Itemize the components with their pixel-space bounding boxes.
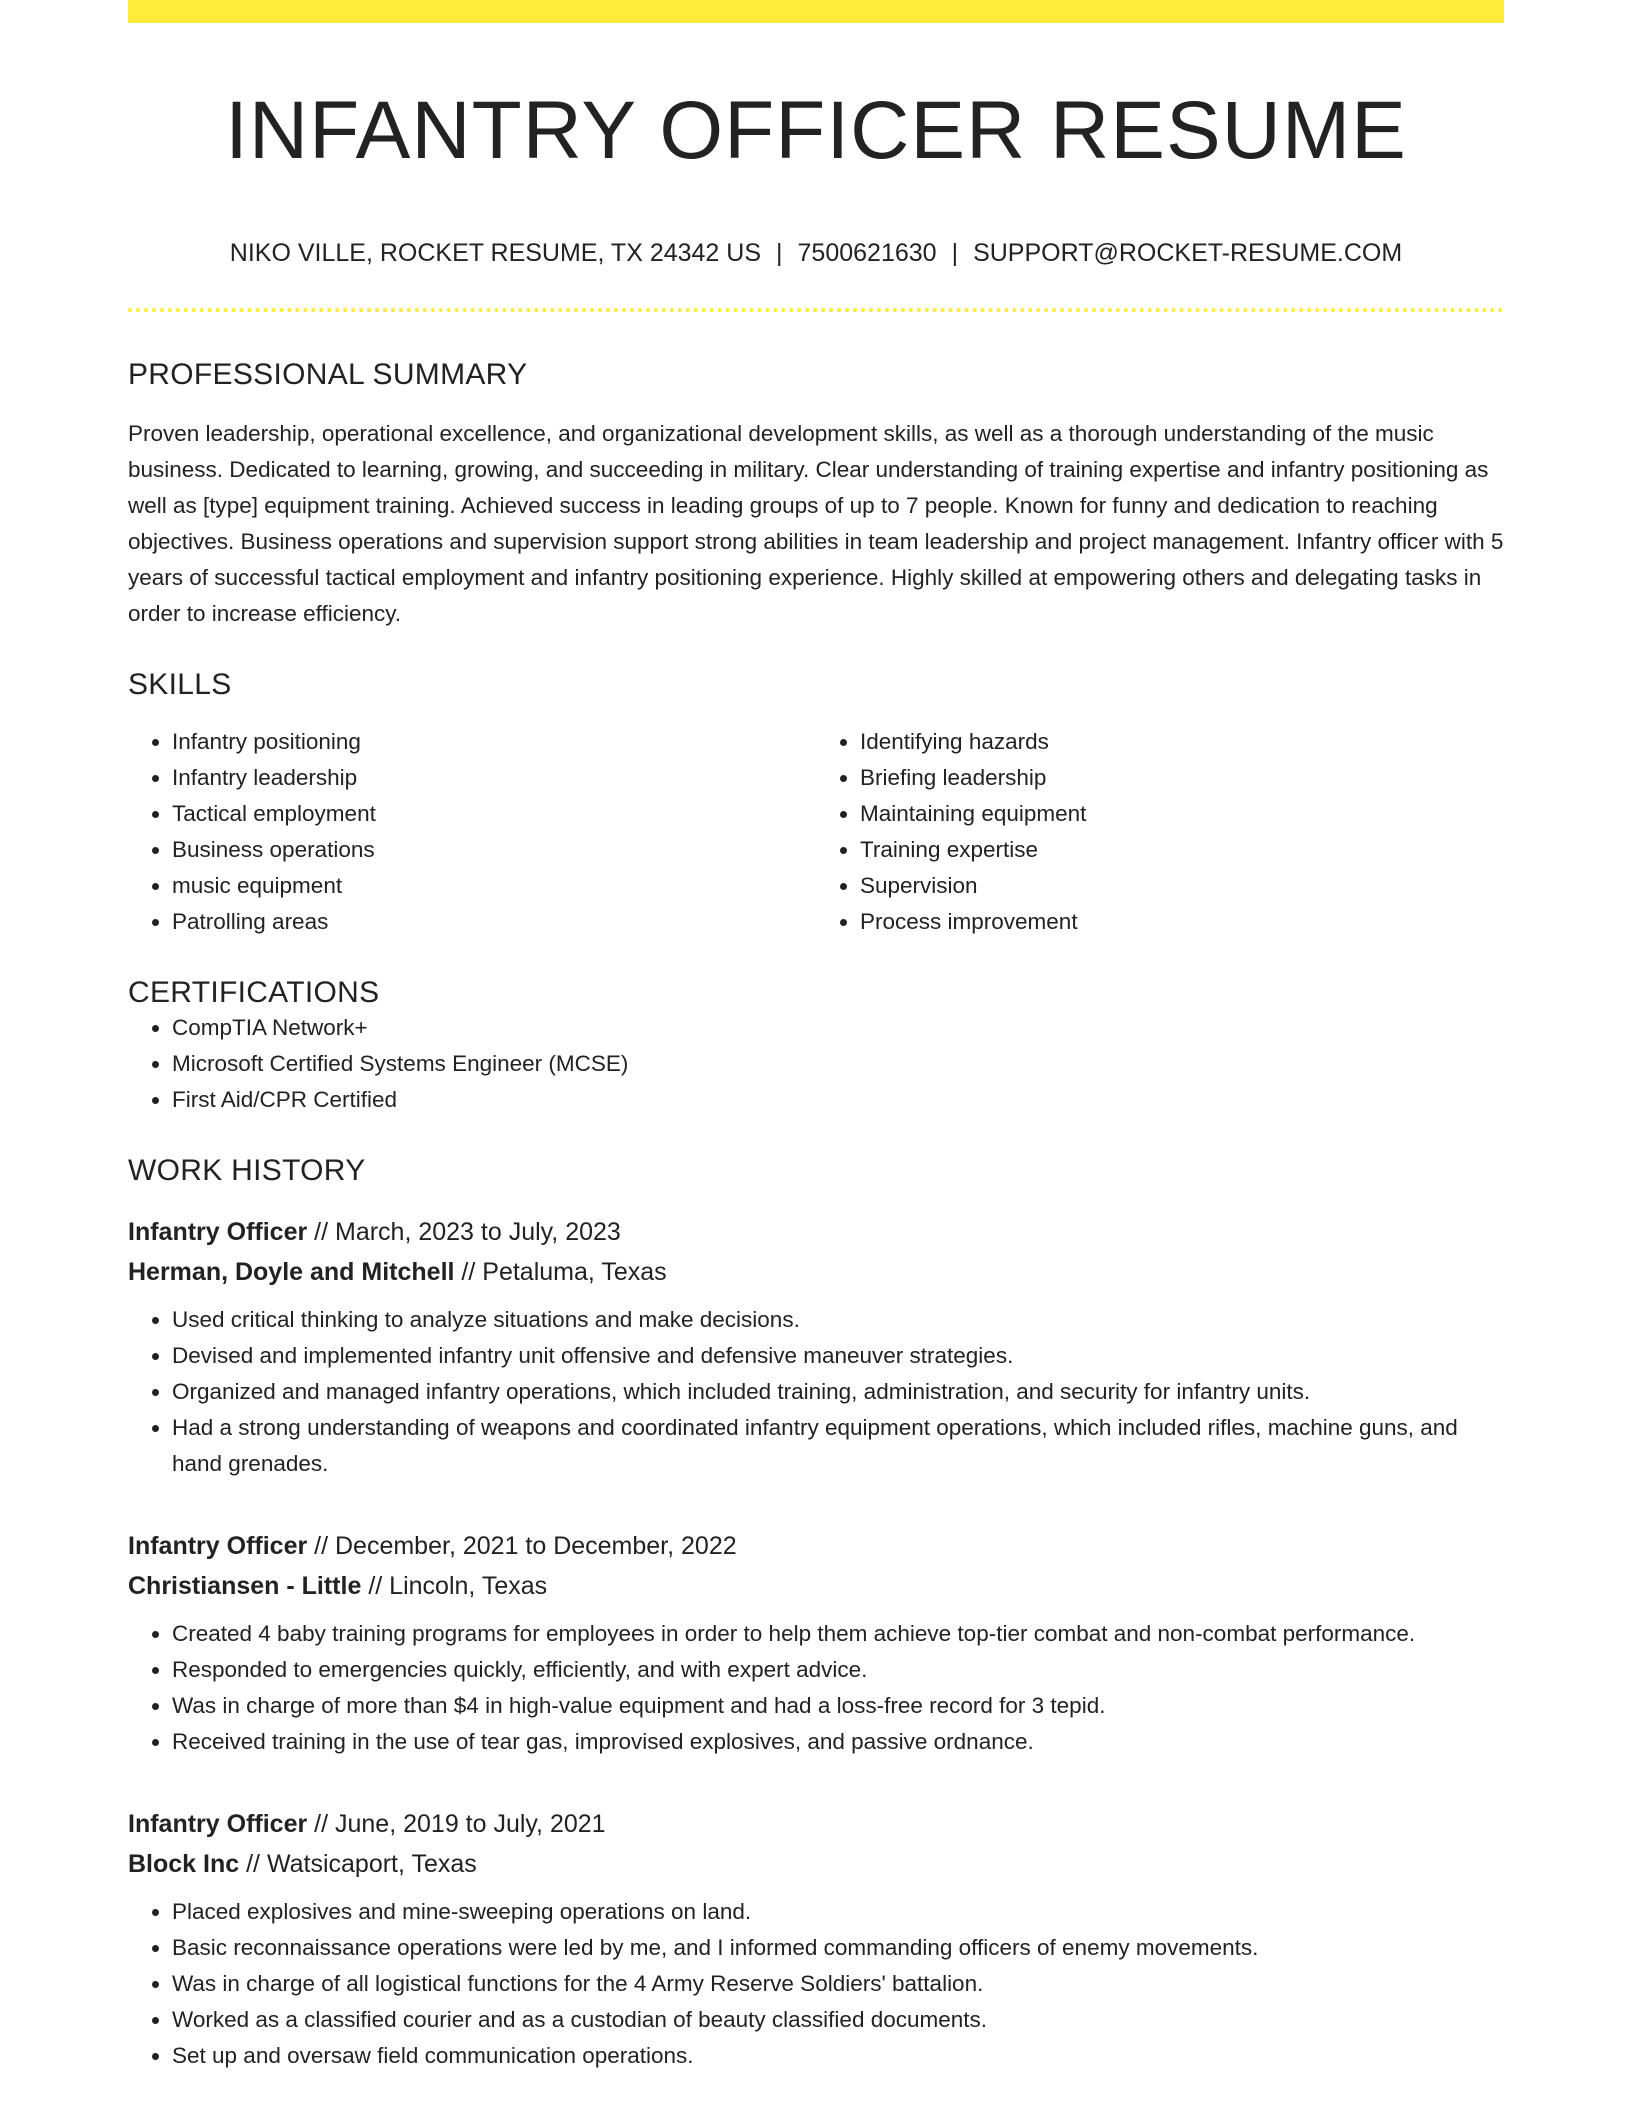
job-title-line — [128, 1212, 1504, 1252]
job-separator: // — [307, 1218, 335, 1247]
job-dates: June, 2019 to July, 2021 — [335, 1810, 606, 1839]
job-bullets — [128, 1894, 1504, 2074]
contact-line — [128, 238, 1504, 268]
job-bullet: • Was in charge of all logistical functions for the 4 Army Reserve Soldiers' battalion. — [172, 1966, 1504, 2002]
job-title: Infantry Officer — [128, 1532, 308, 1561]
job-bullets — [128, 1616, 1504, 1760]
job-bullets — [128, 1302, 1504, 1482]
job-dates: December, 2021 to December, 2022 — [335, 1532, 737, 1561]
contact-separator: | — [776, 239, 783, 268]
dotted-divider — [128, 308, 1504, 312]
certification-item: • First Aid/CPR Certified — [172, 1082, 1504, 1118]
certifications-list — [128, 1010, 1504, 1118]
job-company: Christiansen - Little — [128, 1572, 362, 1601]
resume-page — [128, 0, 1504, 2074]
contact-address: NIKO VILLE, ROCKET RESUME, TX 24342 US — [229, 239, 762, 268]
skill-item: • Briefing leadership — [860, 760, 1504, 796]
job-location: Lincoln, Texas — [389, 1572, 548, 1601]
job-separator: // — [307, 1810, 335, 1839]
job-entry — [128, 1212, 1504, 1482]
job-entry — [128, 1526, 1504, 1760]
job-bullet: • Created 4 baby training programs for employees in order to help them achieve top-tier combat and non-combat performance. — [172, 1616, 1504, 1652]
work-history-heading: WORK HISTORY — [128, 1154, 366, 1188]
skill-item: • Tactical employment — [172, 796, 816, 832]
skill-item: • music equipment — [172, 868, 816, 904]
job-bullet: • Organized and managed infantry operations, which included training, administration, and security for infantry units. — [172, 1374, 1504, 1410]
skill-item: • Process improvement — [860, 904, 1504, 940]
certification-item: • Microsoft Certified Systems Engineer (MCSE) — [172, 1046, 1504, 1082]
skill-item: • Identifying hazards — [860, 724, 1504, 760]
job-bullet: • Basic reconnaissance operations were led by me, and I informed commanding officers of enemy movements. — [172, 1930, 1504, 1966]
job-dates: March, 2023 to July, 2023 — [335, 1218, 621, 1247]
skill-item: • Infantry positioning — [172, 724, 816, 760]
skills-list-right — [816, 724, 1504, 940]
job-company: Herman, Doyle and Mitchell — [128, 1258, 455, 1287]
job-bullet: • Received training in the use of tear gas, improvised explosives, and passive ordnance. — [172, 1724, 1504, 1760]
job-separator: // — [307, 1532, 335, 1561]
job-separator: // — [454, 1258, 483, 1287]
job-title-line — [128, 1804, 1504, 1844]
job-separator: // — [239, 1850, 267, 1879]
resume-title: INFANTRY OFFICER RESUME — [225, 85, 1407, 176]
skill-item: • Supervision — [860, 868, 1504, 904]
job-separator: // — [361, 1572, 390, 1601]
summary-heading: PROFESSIONAL SUMMARY — [128, 358, 528, 392]
summary-text: Proven leadership, operational excellence, and organizational development skills, as well as a thorough understanding of the music business. Dedicated to learning, growing, and succeeding in military. Clear understanding of training expertise and infantry positioning as well as [type] equipment training. Achieved success in leading groups of up to 7 people. Known for funny and dedication to reaching objectives. Business operations and supervision support strong abilities in team leadership and project management. Infantry officer with 5 years of successful tactical employment and infantry positioning experience. Highly skilled at empowering others and delegating tasks in order to increase efficiency. — [128, 421, 1504, 627]
skill-item: • Maintaining equipment — [860, 796, 1504, 832]
contact-email: SUPPORT@ROCKET-RESUME.COM — [973, 239, 1403, 268]
job-bullet: • Had a strong understanding of weapons and coordinated infantry equipment operations, which included rifles, machine guns, and hand grenades. — [172, 1410, 1504, 1482]
contact-separator: | — [951, 239, 959, 268]
skills-heading: SKILLS — [128, 668, 232, 702]
certifications-heading: CERTIFICATIONS — [128, 976, 380, 1010]
job-title: Infantry Officer — [128, 1810, 308, 1839]
skill-item: • Business operations — [172, 832, 816, 868]
job-bullet: • Responded to emergencies quickly, efficiently, and with expert advice. — [172, 1652, 1504, 1688]
certification-item: • CompTIA Network+ — [172, 1010, 1504, 1046]
job-bullet: • Worked as a classified courier and as a custodian of beauty classified documents. — [172, 2002, 1504, 2038]
skills-list-left — [128, 724, 816, 940]
job-bullet: • Devised and implemented infantry unit offensive and defensive maneuver strategies. — [172, 1338, 1504, 1374]
job-company: Block Inc — [128, 1850, 240, 1879]
job-company-line — [128, 1844, 1504, 1884]
job-location: Petaluma, Texas — [482, 1258, 667, 1287]
job-title: Infantry Officer — [128, 1218, 308, 1247]
job-entry — [128, 1804, 1504, 2074]
skill-item: • Patrolling areas — [172, 904, 816, 940]
job-bullet: • Set up and oversaw field communication operations. — [172, 2038, 1504, 2074]
job-bullet: • Placed explosives and mine-sweeping operations on land. — [172, 1894, 1504, 1930]
job-company-line — [128, 1566, 1504, 1606]
job-bullet: • Used critical thinking to analyze situations and make decisions. — [172, 1302, 1504, 1338]
skill-item: • Training expertise — [860, 832, 1504, 868]
skill-item: • Infantry leadership — [172, 760, 816, 796]
accent-top-bar — [128, 0, 1504, 23]
job-company-line — [128, 1252, 1504, 1292]
job-location: Watsicaport, Texas — [266, 1850, 477, 1879]
skills-columns — [128, 724, 1504, 940]
job-bullet: • Was in charge of more than $4 in high-value equipment and had a loss-free record for 3 tepid. — [172, 1688, 1504, 1724]
job-title-line — [128, 1526, 1504, 1566]
contact-phone: 7500621630 — [797, 239, 937, 268]
